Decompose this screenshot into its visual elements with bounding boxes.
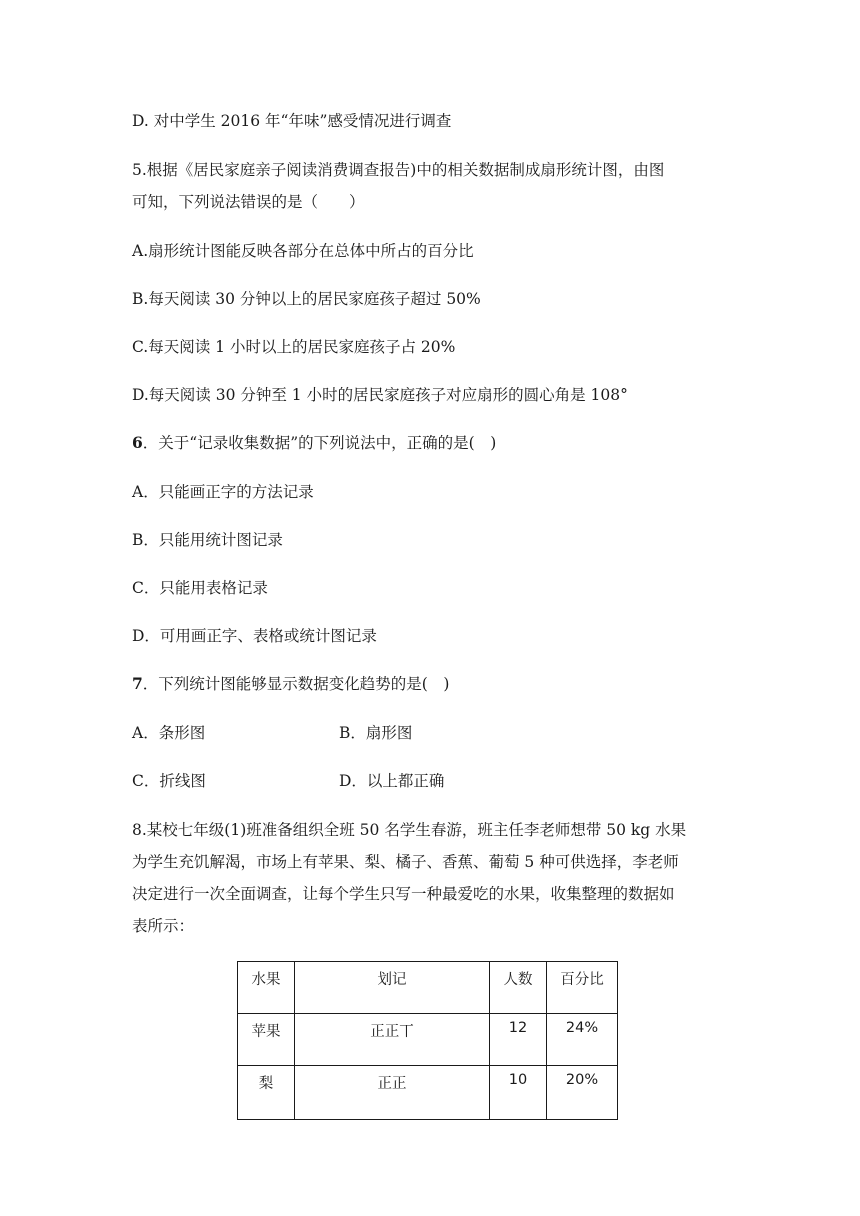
q7-option-c: C．折线图: [132, 772, 206, 790]
q8-stem-line2: 为学生充饥解渴，市场上有苹果、梨、橘子、香蕉、葡萄 5 种可供选择，李老师: [132, 853, 679, 871]
table-row: [238, 1066, 618, 1120]
q5-option-a: A.扇形统计图能反映各部分在总体中所占的百分比: [132, 242, 474, 260]
cell-percent: 24%: [547, 1014, 618, 1066]
cell-fruit: 苹果: [238, 1014, 295, 1066]
q7-stem: [132, 673, 449, 695]
q5-stem-line1: 5.根据《居民家庭亲子阅读消费调查报告)中的相关数据制成扇形统计图，由图: [132, 161, 665, 179]
q5-stem-line2: 可知，下列说法错误的是（ ）: [132, 193, 365, 211]
header-percent: 百分比: [547, 962, 618, 1014]
q5-option-b: B.每天阅读 30 分钟以上的居民家庭孩子超过 50%: [132, 290, 481, 308]
cell-fruit: 梨: [238, 1066, 295, 1120]
cell-percent: 20%: [547, 1066, 618, 1120]
q6-option-c: C．只能用表格记录: [132, 579, 268, 597]
q5-option-c: C.每天阅读 1 小时以上的居民家庭孩子占 20%: [132, 338, 456, 356]
q8-stem-line3: 决定进行一次全面调查，让每个学生只写一种最爱吃的水果，收集整理的数据如: [132, 885, 675, 903]
q7-number: 7: [132, 674, 143, 693]
header-tally: 划记: [295, 962, 490, 1014]
cell-tally: 正正丅: [295, 1014, 490, 1066]
q6-stem-text: ．关于“记录收集数据”的下列说法中，正确的是( ): [142, 434, 497, 452]
q6-option-b: B．只能用统计图记录: [132, 531, 283, 549]
table-row: [238, 1014, 618, 1066]
q7-option-b: B．扇形图: [339, 724, 413, 742]
q4-option-d: D. 对中学生 2016 年“年味”感受情况进行调查: [132, 112, 452, 130]
q6-option-a: A．只能画正字的方法记录: [132, 483, 314, 501]
q8-stem-line1: 8.某校七年级(1)班准备组织全班 50 名学生春游，班主任李老师想带 50 kg 水果: [132, 821, 687, 839]
fruit-tally-table: [237, 961, 618, 1120]
table-header-row: [238, 962, 618, 1014]
cell-tally: 正正: [295, 1066, 490, 1120]
header-count: 人数: [490, 962, 547, 1014]
q5-option-d: D.每天阅读 30 分钟至 1 小时的居民家庭孩子对应扇形的圆心角是 108°: [132, 386, 628, 404]
header-fruit: 水果: [238, 962, 295, 1014]
cell-count: 12: [490, 1014, 547, 1066]
q6-number: 6: [132, 433, 143, 452]
cell-count: 10: [490, 1066, 547, 1120]
q7-stem-text: ．下列统计图能够显示数据变化趋势的是( ): [142, 675, 450, 693]
q8-stem-line4: 表所示：: [132, 917, 195, 935]
q6-option-d: D．可用画正字、表格或统计图记录: [132, 627, 377, 645]
q7-option-d: D．以上都正确: [339, 772, 445, 790]
q7-option-a: A．条形图: [132, 724, 206, 742]
q6-stem: [132, 432, 496, 454]
